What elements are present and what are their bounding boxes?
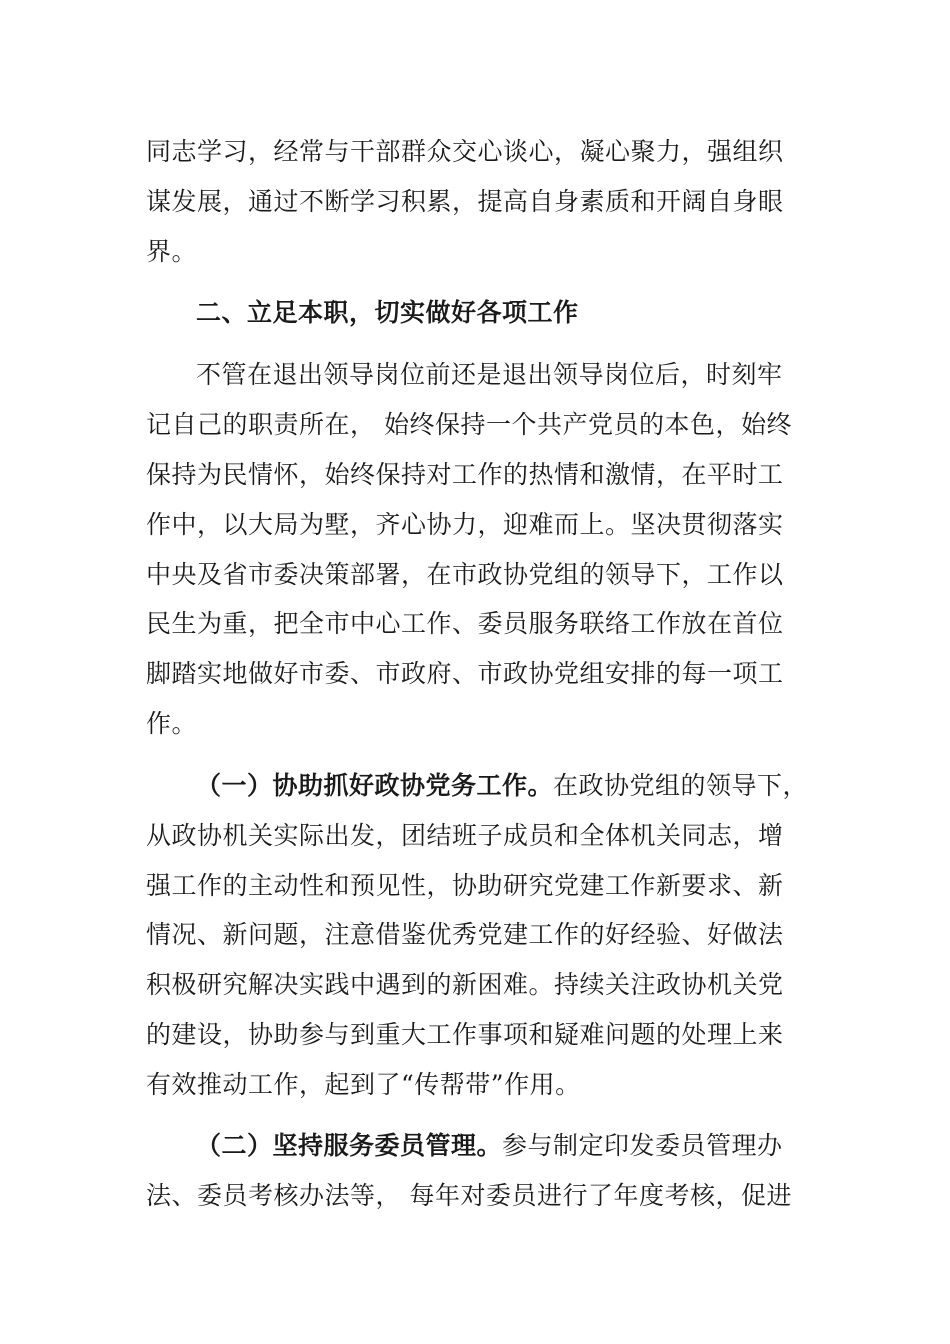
paragraph-line: 积极研究解决实践中遇到的新困难。持续关注政协机关党	[146, 970, 784, 999]
paragraph-line: 同志学习，经常与干部群众交心谈心，凝心聚力，强组织	[146, 137, 784, 166]
subsection-lead: （二）坚持服务委员管理。	[196, 1131, 503, 1160]
paragraph-line: 记自己的职责所在， 始终保持一个共产党员的本色，始终	[146, 410, 792, 439]
paragraph-line: 保持为民情怀，始终保持对工作的热情和激情，在平时工	[146, 460, 784, 489]
paragraph-line: 法、委员考核办法等， 每年对委员进行了年度考核，促进	[146, 1181, 792, 1210]
paragraph-line: 情况、新问题，注意借鉴优秀党建工作的好经验、好做法	[146, 920, 784, 949]
paragraph-line: 有效推动工作，起到了“传帮带”作用。	[146, 1070, 581, 1099]
paragraph-line: 不管在退出领导岗位前还是退出领导岗位后，时刻牢	[196, 360, 783, 389]
paragraph-line: 作中，以大局为墅，齐心协力，迎难而上。坚决贯彻落实	[146, 510, 784, 539]
section-heading: 二、立足本职，切实做好各项工作	[196, 298, 579, 327]
paragraph-line: 民生为重，把全市中心工作、委员服务联络工作放在首位	[146, 609, 784, 638]
paragraph-first-line	[196, 1129, 876, 1163]
paragraph-text: 参与制定印发委员管理办	[502, 1131, 783, 1160]
paragraph-text: 在政协党组的领导下，	[553, 771, 809, 800]
paragraph-line: 从政协机关实际出发，团结班子成员和全体机关同志，增	[146, 821, 784, 850]
paragraph-line: 中央及省市委决策部署，在市政协党组的领导下，工作以	[146, 560, 784, 589]
paragraph-line: 界。	[146, 237, 198, 266]
paragraph-line: 作。	[146, 709, 198, 738]
paragraph-line: 强工作的主动性和预见性，协助研究党建工作新要求、新	[146, 871, 784, 900]
paragraph-line: 谋发展，通过不断学习积累，提高自身素质和开阔自身眼	[146, 187, 784, 216]
paragraph-first-line	[196, 769, 876, 803]
paragraph-line: 脚踏实地做好市委、市政府、市政协党组安排的每一项工	[146, 659, 784, 688]
subsection-lead: （一）协助抓好政协党务工作。	[196, 771, 554, 800]
paragraph-line: 的建设，协助参与到重大工作事项和疑难问题的处理上来	[146, 1020, 784, 1049]
